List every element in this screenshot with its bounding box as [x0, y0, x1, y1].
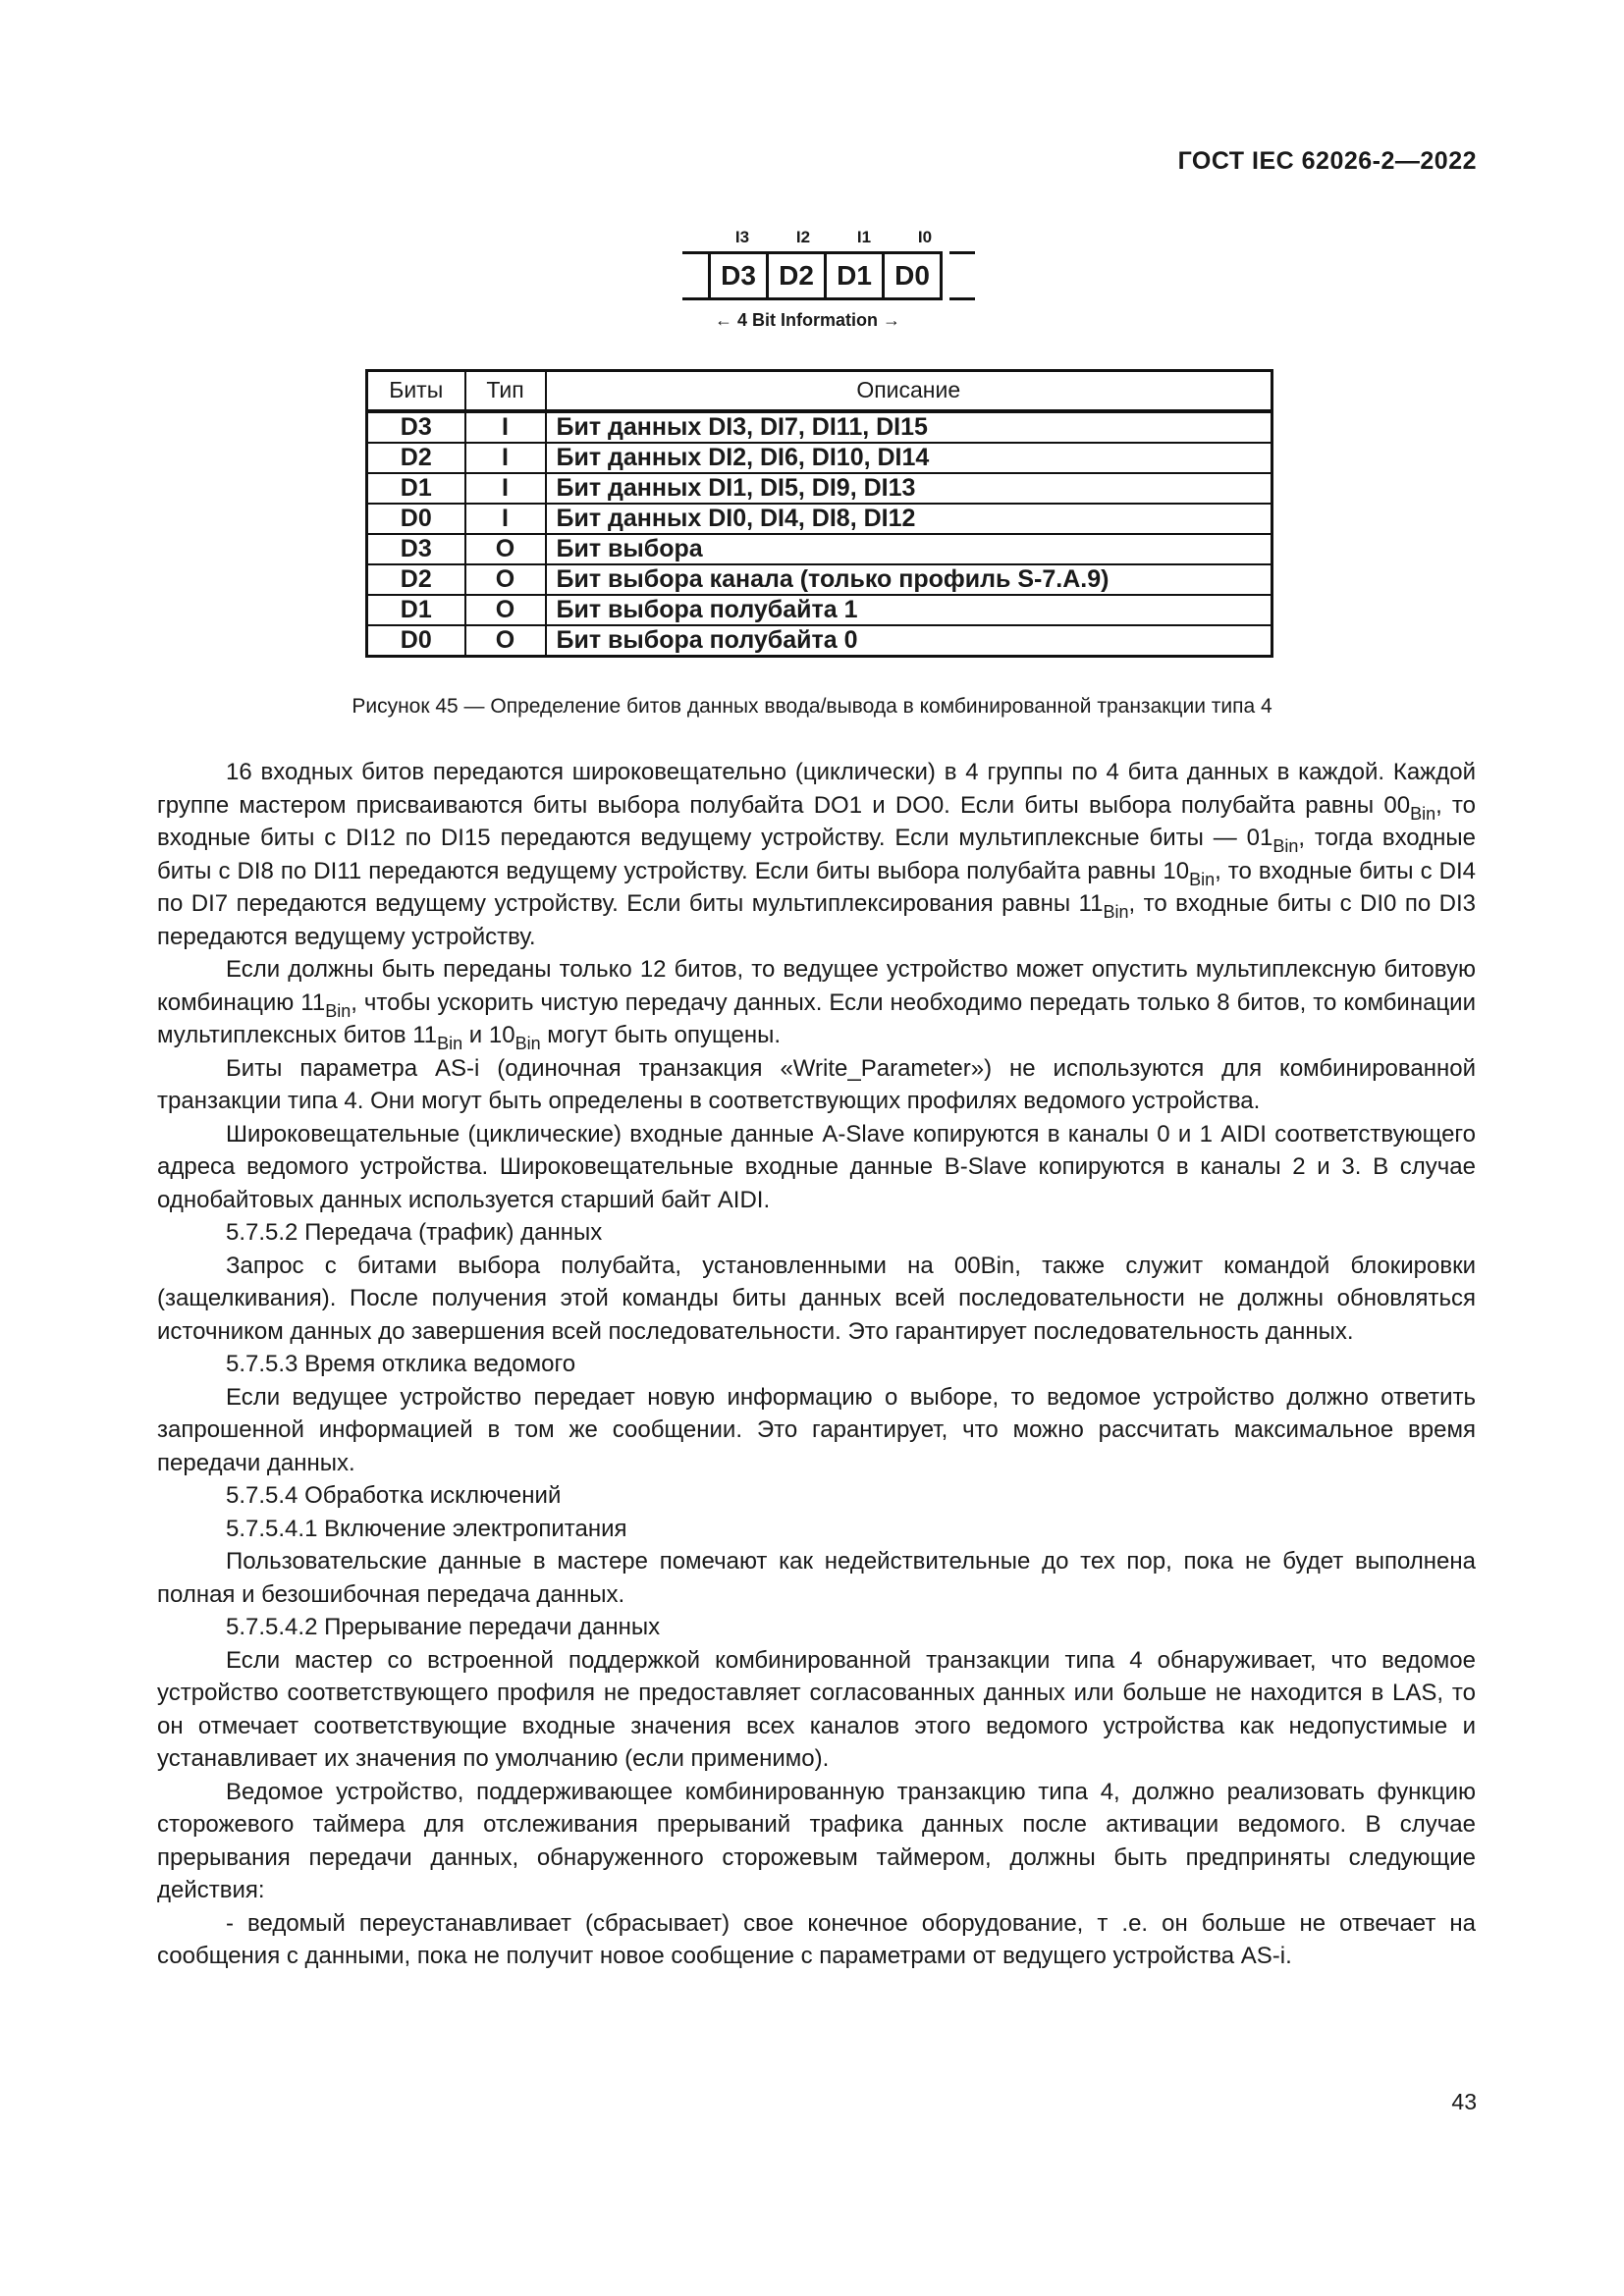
column-header: Биты: [367, 371, 465, 411]
section-heading: 5.7.5.4.1 Включение электропитания: [226, 1515, 627, 1542]
bit-frame-left: [682, 251, 708, 300]
column-header: Тип: [465, 371, 546, 411]
cell-bit: D2: [367, 564, 465, 595]
text-run: Если должны быть переданы только 12 битов, то ведущее устройство может опустить мультиплексную битовую комбинацию 11: [157, 956, 1476, 1016]
bit-cell: D2: [766, 251, 827, 300]
cell-type: O: [465, 534, 546, 564]
section-heading: 5.7.5.2 Передача (трафик) данных: [226, 1219, 603, 1246]
paragraph: [157, 756, 1476, 953]
text-run: и 10: [462, 1022, 515, 1048]
cell-description: Бит выбора полубайта 0: [546, 625, 1272, 657]
bit-cell: D1: [824, 251, 885, 300]
text-run: , тогда входные биты с DI8 по DI11 передаются ведущему устройству. Если биты выбора полубайта равны 10: [157, 825, 1476, 884]
cell-type: O: [465, 564, 546, 595]
page-number: 43: [1451, 2089, 1477, 2114]
cell-type: O: [465, 625, 546, 657]
cell-description: Бит выбора: [546, 534, 1272, 564]
paragraph: Если мастер со встроенной поддержкой комбинированной транзакции типа 4 обнаруживает, что ведомое устройство соответствующего профиля не предоставляет согласованных данных или больше не находится в LAS, то он отмечает соответствующие входные значения всех каналов этого ведомого устройства как недопустимые и устанавливает их значения по умолчанию (если применимо).: [157, 1646, 1476, 1772]
table-row: [367, 411, 1272, 443]
section-heading: 5.7.5.4 Обработка исключений: [226, 1482, 562, 1509]
subscript: Bin: [437, 1034, 463, 1053]
paragraph: [157, 953, 1476, 1052]
text-run: 16 входных битов передаются широковещательно (циклически) в 4 группы по 4 бита данных в каждой. Каждой группе мастером присваиваются биты выбора полубайта DO1 и DO0. Если биты выбора полубайта равны 00: [157, 759, 1476, 819]
bit-frame-right: [949, 251, 975, 300]
cell-bit: D1: [367, 473, 465, 504]
subscript: Bin: [325, 1000, 352, 1021]
column-header: Описание: [546, 371, 1272, 411]
bit-index: I1: [856, 228, 872, 246]
paragraph: Ведомое устройство, поддерживающее комбинированную транзакцию типа 4, должно реализовать функцию сторожевого таймера для отслеживания прерываний трафика данных после активации ведомого. В случае прерывания передачи данных, обнаруженного сторожевым таймером, должны быть предприняты следующие действия:: [157, 1778, 1476, 1903]
bit-info-label: [715, 310, 900, 331]
cell-description: Бит данных DI1, DI5, DI9, DI13: [546, 473, 1272, 504]
bit-index: I3: [734, 228, 750, 246]
bit-info-text: 4 Bit Information: [737, 310, 879, 330]
cell-type: O: [465, 595, 546, 625]
cell-type: I: [465, 443, 546, 473]
cell-bit: D3: [367, 534, 465, 564]
figure-caption: Рисунок 45 — Определение битов данных ввода/вывода в комбинированной транзакции типа 4: [352, 695, 1272, 718]
table-row: [367, 443, 1272, 473]
subscript: Bin: [1410, 803, 1436, 824]
cell-type: I: [465, 504, 546, 534]
arrow-right-icon: →: [883, 310, 901, 330]
paragraph: - ведомый переустанавливает (сбрасывает) свое конечное оборудование, т .е. он больше не отвечает на сообщения с данными, пока не получит новое сообщение с параметрами от ведущего устройства AS-i.: [157, 1909, 1476, 1969]
cell-description: Бит выбора канала (только профиль S-7.A.9): [546, 564, 1272, 595]
text-run: , чтобы ускорить чистую передачу данных. Если необходимо передать только 8 битов, то комбинации мультиплексных битов 11: [157, 988, 1476, 1048]
text-run: , то входные биты с DI4 по DI7 передаются ведущему устройству. Если биты мультиплексирования равны 11: [157, 857, 1476, 917]
subscript: Bin: [1272, 836, 1299, 856]
paragraph: Пользовательские данные в мастере помечают как недействительные до тех пор, пока не будет выполнена полная и безошибочная передача данных.: [157, 1548, 1476, 1608]
bit-cell: D0: [882, 251, 943, 300]
paragraph: Запрос с битами выбора полубайта, установленными на 00Bin, также служит командой блокировки (защелкивания). После получения этой команды биты данных всей последовательности не должны обновляться источником данных до завершения всей последовательности. Это гарантирует последовательность данных.: [157, 1252, 1476, 1345]
bit-index: I0: [917, 228, 933, 246]
cell-type: I: [465, 473, 546, 504]
cell-description: Бит данных DI2, DI6, DI10, DI14: [546, 443, 1272, 473]
subscript: Bin: [514, 1034, 541, 1053]
text-run: , то входные биты с DI0 по DI3 передаются ведущему устройству.: [157, 890, 1476, 950]
table-row: [367, 473, 1272, 504]
table-row: [367, 504, 1272, 534]
paragraph: Биты параметра AS-i (одиночная транзакция «Write_Parameter») не используются для комбинированной транзакции типа 4. Они могут быть определены в соответствующих профилях ведомого устройства.: [157, 1054, 1476, 1114]
cell-bit: D1: [367, 595, 465, 625]
cell-bit: D2: [367, 443, 465, 473]
table-row: [367, 564, 1272, 595]
subscript: Bin: [1103, 902, 1129, 922]
subscript: Bin: [1189, 869, 1216, 889]
cell-type: I: [465, 411, 546, 443]
table-row: [367, 534, 1272, 564]
cell-bit: D0: [367, 625, 465, 657]
document-code: ГОСТ IEC 62026-2—2022: [1177, 147, 1477, 175]
bit-cell: D3: [708, 251, 769, 300]
table-row: [367, 625, 1272, 657]
cell-description: Бит данных DI3, DI7, DI11, DI15: [546, 411, 1272, 443]
bit-index: I2: [795, 228, 811, 246]
table-header-row: [367, 371, 1272, 411]
paragraph: Широковещательные (циклические) входные данные A-Slave копируются в каналы 0 и 1 AIDI соответствующего адреса ведомого устройства. Широковещательные входные данные B-Slave копируются в каналы 2 и 3. В случае однобайтовых данных используется старший байт AIDI.: [157, 1120, 1476, 1213]
bit-diagram: [682, 228, 987, 336]
body-text: [157, 756, 1476, 1973]
text-run: , то входные биты с DI12 по DI15 передаются ведущему устройству. Если мультиплексные биты — 01: [157, 791, 1477, 851]
table-row: [367, 595, 1272, 625]
cell-bit: D0: [367, 504, 465, 534]
arrow-left-icon: ←: [715, 310, 732, 330]
bits-table: [365, 369, 1273, 658]
section-heading: 5.7.5.3 Время отклика ведомого: [226, 1351, 576, 1377]
cell-description: Бит выбора полубайта 1: [546, 595, 1272, 625]
text-run: могут быть опущены.: [540, 1022, 782, 1048]
cell-bit: D3: [367, 411, 465, 443]
cell-description: Бит данных DI0, DI4, DI8, DI12: [546, 504, 1272, 534]
paragraph: Если ведущее устройство передает новую информацию о выборе, то ведомое устройство должно ответить запрошенной информацией в том же сообщении. Это гарантирует, что можно рассчитать максимальное время передачи данных.: [157, 1383, 1476, 1476]
section-heading: 5.7.5.4.2 Прерывание передачи данных: [226, 1614, 661, 1640]
